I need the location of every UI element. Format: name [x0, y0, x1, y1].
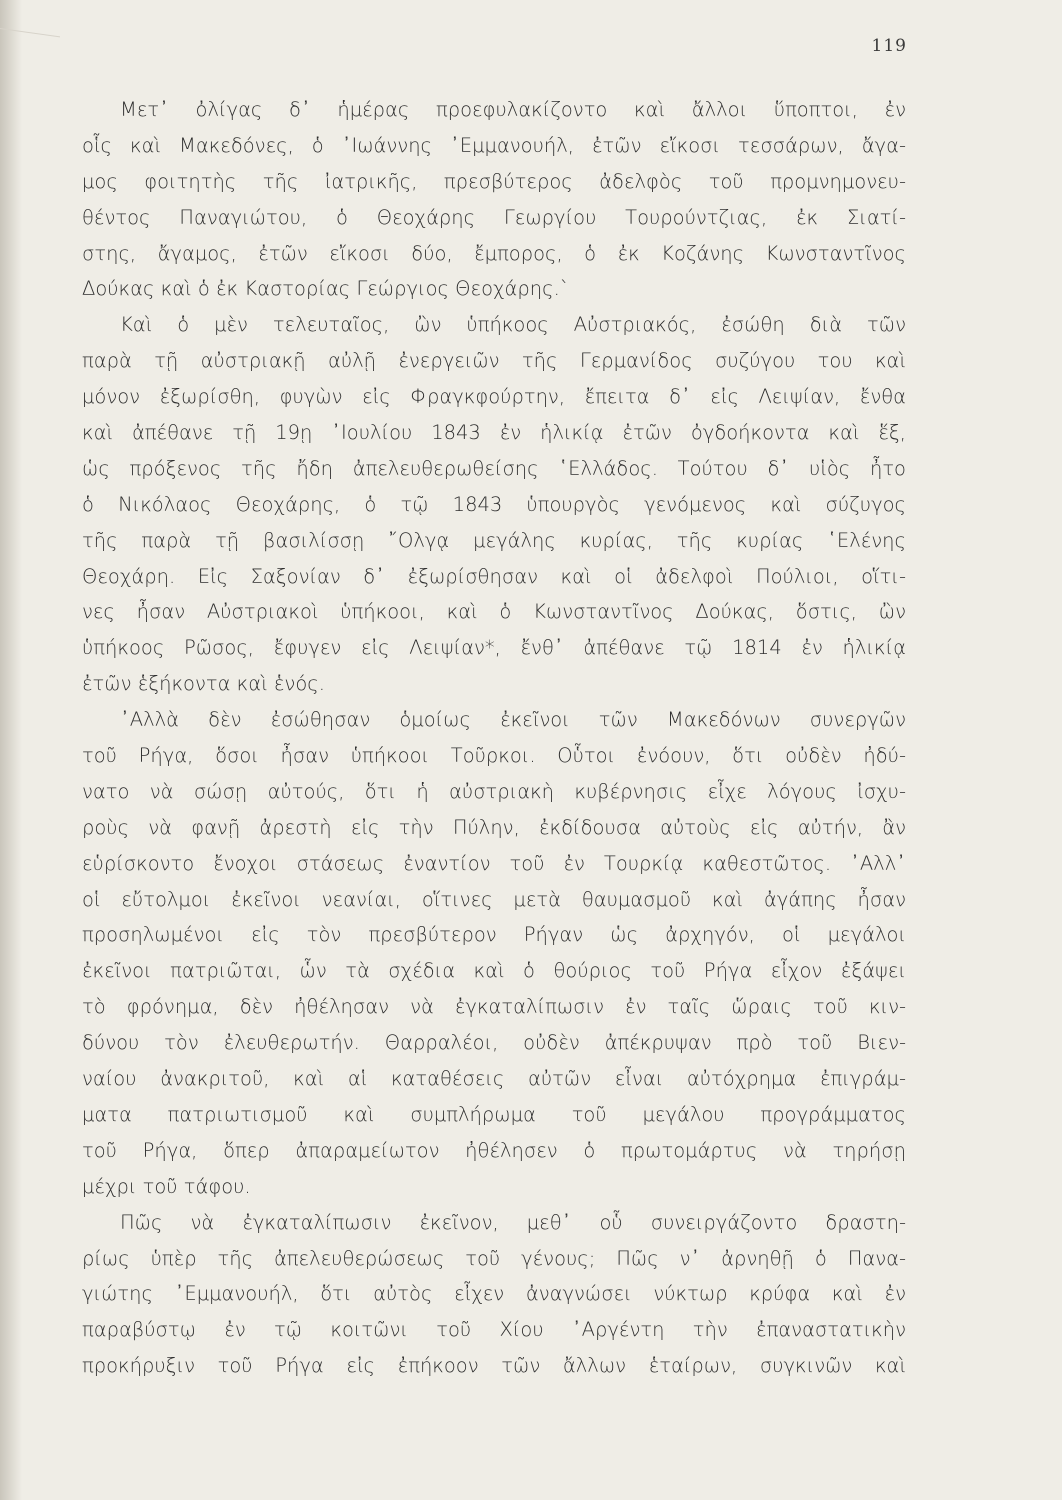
text-line: οἱ εὔτολμοι ἐκεῖνοι νεανίαι, οἵτινες μετὰ θαυμασμοῦ καὶ ἀγάπης ἦσαν — [82, 887, 906, 911]
text-line: μος φοιτητὴς τῆς ἰατρικῆς, πρεσβύτερος ἀδελφὸς τοῦ προμνημονευ- — [82, 169, 906, 193]
text-line: δύνου τὸν ἐλευθερωτήν. Θαρραλέοι, οὐδὲν ἀπέκρυψαν πρὸ τοῦ Βιεν- — [82, 1031, 906, 1055]
text-line: παραβύστῳ ἐν τῷ κοιτῶνι τοῦ Χίου ᾿Αργέντη τὴν ἐπαναστατικὴν — [82, 1318, 906, 1342]
paragraph — [82, 92, 906, 307]
page-number: 119 — [871, 36, 907, 56]
paragraph — [82, 702, 906, 1204]
text-line: εὑρίσκοντο ἔνοχοι στάσεως ἐναντίον τοῦ ἐν Τουρκίᾳ καθεστῶτος. ᾿Αλλ᾽ — [82, 851, 906, 875]
text-line: ἐκεῖνοι πατριῶται, ὧν τὰ σχέδια καὶ ὁ θούριος τοῦ Ρήγα εἶχον ἐξάψει — [82, 959, 906, 983]
text-line: τὸ φρόνημα, δὲν ἠθέλησαν νὰ ἐγκαταλίπωσιν ἐν ταῖς ὥραις τοῦ κιν- — [82, 995, 906, 1019]
text-line: προκήρυξιν τοῦ Ρήγα εἰς ἐπήκοον τῶν ἄλλων ἑταίρων, συγκινῶν καὶ — [82, 1354, 906, 1378]
text-line: τοῦ Ρήγα, ὅσοι ἦσαν ὑπήκοοι Τοῦρκοι. Οὗτοι ἐνόουν, ὅτι οὐδὲν ἠδύ- — [82, 744, 906, 768]
text-line: προσηλωμένοι εἰς τὸν πρεσβύτερον Ρήγαν ὡς ἀρχηγόν, οἱ μεγάλοι — [82, 923, 906, 947]
text-line: ὑπήκοος Ρῶσος, ἔφυγεν εἰς Λειψίαν*, ἔνθ᾽ ἀπέθανε τῷ 1814 ἐν ἡλικίᾳ — [82, 636, 906, 660]
body-text — [82, 92, 906, 1384]
text-line: ρίως ὑπὲρ τῆς ἀπελευθερώσεως τοῦ γένους; Πῶς ν᾽ ἀρνηθῇ ὁ Πανα- — [82, 1246, 906, 1270]
text-line: Δούκας καὶ ὁ ἐκ Καστορίας Γεώργιος Θεοχάρης.` — [82, 277, 570, 301]
text-line: παρὰ τῇ αὐστριακῇ αὐλῇ ἐνεργειῶν τῆς Γερμανίδος συζύγου του καὶ — [82, 349, 906, 373]
text-line: οἷς καὶ Μακεδόνες, ὁ ᾿Ιωάννης ᾿Εμμανουήλ, ἐτῶν εἴκοσι τεσσάρων, ἄγα- — [82, 133, 906, 157]
text-line: ναίου ἀνακριτοῦ, καὶ αἱ καταθέσεις αὐτῶν εἶναι αὐτόχρημα ἐπιγράμ- — [82, 1067, 906, 1091]
text-line: ματα πατριωτισμοῦ καὶ συμπλήρωμα τοῦ μεγάλου προγράμματος — [82, 1102, 906, 1126]
text-line: Μετ᾽ ὀλίγας δ᾽ ἡμέρας προεφυλακίζοντο καὶ ἄλλοι ὕποπτοι, ἐν — [120, 98, 906, 121]
text-line: μόνον ἐξωρίσθη, φυγὼν εἰς Φραγκφούρτην, ἔπειτα δ᾽ εἰς Λειψίαν, ἔνθα — [82, 385, 906, 409]
text-line: νες ἦσαν Αὐστριακοὶ ὑπήκοοι, καὶ ὁ Κωνσταντῖνος Δούκας, ὅστις, ὢν — [82, 600, 906, 624]
text-line: Καὶ ὁ μὲν τελευταῖος, ὢν ὑπήκοος Αὐστριακός, ἐσώθη διὰ τῶν — [120, 313, 906, 337]
page-spine-shadow — [0, 0, 22, 1500]
text-line: νατο νὰ σώσῃ αὐτούς, ὅτι ἡ αὐστριακὴ κυβέρνησις εἶχε λόγους ἰσχυ- — [82, 779, 906, 803]
text-line: ὁ Νικόλαος Θεοχάρης, ὁ τῷ 1843 ὑπουργὸς γενόμενος καὶ σύζυγος — [82, 492, 906, 516]
text-line: ὡς πρόξενος τῆς ἤδη ἀπελευθερωθείσης ῾Ελλάδος. Τούτου δ᾽ υἱὸς ἦτο — [82, 456, 906, 480]
text-line: μέχρι τοῦ τάφου. — [82, 1174, 251, 1198]
text-line: ροὺς νὰ φανῇ ἀρεστὴ εἰς τὴν Πύλην, ἐκδίδουσα αὐτοὺς εἰς αὐτήν, ἂν — [82, 815, 906, 839]
text-line: Θεοχάρη. Εἰς Σαξονίαν δ᾽ ἐξωρίσθησαν καὶ οἱ ἀδελφοὶ Πούλιοι, οἵτι- — [82, 564, 906, 588]
text-line: Πῶς νὰ ἐγκαταλίπωσιν ἐκεῖνον, μεθ᾽ οὗ συνειργάζοντο δραστη- — [120, 1210, 906, 1234]
paragraph — [82, 307, 906, 702]
text-line: τῆς παρὰ τῇ βασιλίσσῃ ῎Ολγᾳ μεγάλης κυρίας, τῆς κυρίας ῾Ελένης — [82, 528, 906, 552]
text-line: ἐτῶν ἑξήκοντα καὶ ἑνός. — [82, 672, 325, 696]
text-line: ᾿Αλλὰ δὲν ἐσώθησαν ὁμοίως ἐκεῖνοι τῶν Μακεδόνων συνεργῶν — [120, 708, 906, 732]
paragraph — [82, 1205, 906, 1384]
text-line: καὶ ἀπέθανε τῇ 19ῃ ᾿Ιουλίου 1843 ἐν ἡλικίᾳ ἐτῶν ὀγδοήκοντα καὶ ἕξ, — [82, 421, 906, 445]
text-line: γιώτης ᾿Εμμανουήλ, ὅτι αὐτὸς εἶχεν ἀναγνώσει νύκτωρ κρύφα καὶ ἐν — [82, 1282, 906, 1306]
text-line: στης, ἄγαμος, ἐτῶν εἴκοσι δύο, ἔμπορος, ὁ ἐκ Κοζάνης Κωνσταντῖνος — [82, 241, 906, 265]
text-line: θέντος Παναγιώτου, ὁ Θεοχάρης Γεωργίου Τουρούντζιας, ἐκ Σιατί- — [82, 205, 906, 229]
text-line: τοῦ Ρήγα, ὅπερ ἀπαραμείωτον ἠθέλησεν ὁ πρωτομάρτυς νὰ τηρήσῃ — [82, 1138, 906, 1162]
